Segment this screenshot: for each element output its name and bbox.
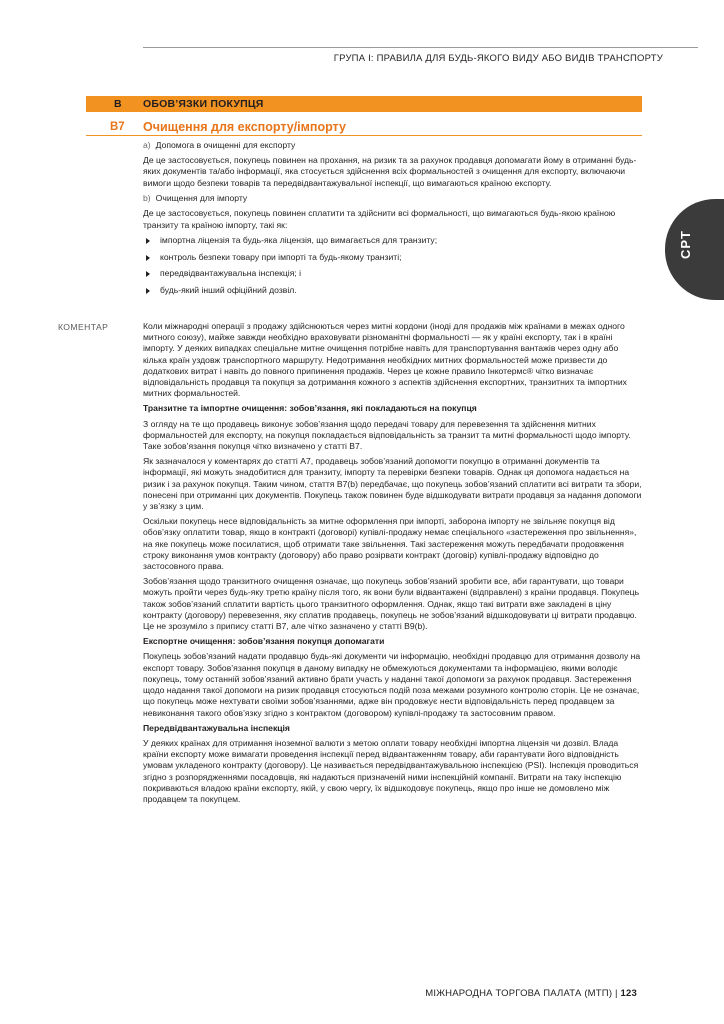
section-code: B <box>114 98 122 110</box>
running-header: ГРУПА І: ПРАВИЛА ДЛЯ БУДЬ-ЯКОГО ВИДУ АБО ВИДІВ ТРАНСПОРТУ <box>333 53 663 64</box>
bullet-item: передвідвантажувальна інспекція; і <box>143 268 643 280</box>
comment-paragraph: Покупець зобов’язаний надати продавцю будь-які документи чи інформацію, необхідні продавцю для отримання дозволу на експорт товару. Зобов’язання покупця в даному випадку не обмежуються документами та інформацією, якими володіє покупець, тому останній зобов’язаний активно брати участь у наданні такої допомоги за рахунок продавця. Застереження щодо надання такої допомоги на ризик продавця стосуються подій поза межами розумного контролю сторін. Це не означає, що покупець може нехтувати своїми зобов’язаннями, адже він продовжує нести відповідальність перед продавцем за невиконання такого обов’язку згідно з контрактом (договором) купівлі-продажу та застосовним правом. <box>143 651 641 718</box>
side-tab-label: CPT <box>678 230 693 259</box>
comment-paragraph: З огляду на те що продавець виконує зобов’язання щодо передачі товару для перевезення та здійснення митних формальностей для експорту, на покупця покладається відповідальність за транзит та митні формальності щодо імпорту. Таке зобов’язання покупця чітко визначено у статті B7. <box>143 418 631 452</box>
comment-paragraph: Як зазначалося у коментарях до статті A7, продавець зобов’язаний допомогти покупцю в отриманні документів та інформації, які можуть знадобитися для транзиту, імпорту та перевірки безпеки товарів. Однак ця допомога надається на ризик і за рахунок покупця. Таким чином, стаття B7(b) передбачає, що покупець зобов’язаний сплатити всі витрати та збори, понесені при отриманні цих документів. Покупець також повинен буде відшкодувати витрати продавця за надання допомоги у зв’язку з цим. <box>143 456 642 512</box>
footer-separator: | <box>612 988 621 999</box>
side-tab <box>665 199 724 300</box>
comment-paragraph: Коли міжнародні операції з продажу здійснюються через митні кордони (іноді для продажів між країнами в межах одного митного союзу), майже завжди необхідно враховувати різноманітні формальності — як у країні експорту, так і в країні імпорту. У деяких випадках спеціальне митне очищення потрібне навіть для транспортування вантажів через одну або кілька країн уздовж транспортного маршруту. Недотримання необхідних митних формальностей може призвести до додаткових витрат і навіть до повного припинення продажів. Через це кожне правило Інкотермс® чітко визначає відповідальність продавця та покупця за дотримання кожного з аспектів здійснення експортних, транзитних та імпортних митних формальностей. <box>143 321 627 399</box>
comment-heading: Передвідвантажувальна інспекція <box>143 722 290 733</box>
item-a-heading <box>143 140 643 152</box>
item-b-text: Де це застосовується, покупець повинен сплатити та здійснити всі формальності, що вимагаються будь-якою країною транзиту та країною імпорту, такі як: <box>143 207 616 230</box>
footer <box>400 988 637 999</box>
comment-body <box>143 321 643 809</box>
item-a-letter: a) <box>143 140 151 150</box>
subsection-rule <box>86 135 642 136</box>
subsection-code: B7 <box>110 121 125 133</box>
page-number: 123 <box>620 988 637 999</box>
item-b-bullets <box>143 235 643 296</box>
item-a-text: Де це застосовується, покупець повинен на прохання, на ризик та за рахунок продавця допомагати йому в отриманні будь-яких документів та/або інформації, яка стосується здійснення всіх формальностей з очищення для експорту, включаючи вимоги щодо безпеки товарів та передвідвантажувальної інспекції, що вимагаються країною експорту. <box>143 154 637 188</box>
comment-paragraph: Зобов’язання щодо транзитного очищення означає, що покупець зобов’язаний зробити все, аби гарантувати, що товари можуть пройти через будь-яку третю країну після того, як вони були відвантажені (відправлені) з країни продавця. Покупець також зобов’язаний сплатити вартість цього транзитного оформлення. Однак, якщо такі витрати вже закладені в ціну контракту (договору) перевезення, яку сплатив продавець, покупець не зобов’язаний відшкодовувати ці витрати продавцю. Це не зрозуміло з припису статті B7, але чітко зазначено у статті B9(b). <box>143 576 640 632</box>
bullet-item: будь-який інший офіційний дозвіл. <box>143 285 643 297</box>
obligations-body <box>143 140 643 302</box>
item-b-title: Очищення для імпорту <box>155 193 248 204</box>
item-b-letter: b) <box>143 193 151 204</box>
comment-paragraph: Оскільки покупець несе відповідальність за митне оформлення при імпорті, заборона імпорту не звільняє покупця від обов’язку оплатити товар, якщо в контракті (договорі) купівлі-продажу немає спеціального «застереження про звільнення», на яке покупець може посилатися, щоб отримати таке звільнення. Такі застереження можуть передбачати продовження строку виконання умов контракту (договору) або право розірвати контракт (договір) купівлі-продажу відповідно до застосовного права. <box>143 516 637 572</box>
bullet-item: імпортна ліцензія та будь-яка ліцензія, що вимагається для транзиту; <box>143 235 643 247</box>
section-title: ОБОВ’ЯЗКИ ПОКУПЦЯ <box>143 98 264 110</box>
item-a-title: Допомога в очищенні для експорту <box>155 140 296 150</box>
header-rule <box>143 47 698 48</box>
comment-heading: Транзитне та імпортне очищення: зобов’язання, які покладаються на покупця <box>143 403 477 414</box>
item-b-heading <box>143 193 643 205</box>
comment-label: КОМЕНТАР <box>58 322 109 332</box>
footer-publisher: МІЖНАРОДНА ТОРГОВА ПАЛАТА (МТП) <box>425 988 613 999</box>
subsection-title: Очищення для експорту/імпорту <box>143 120 346 134</box>
comment-heading: Експортне очищення: зобов’язання покупця допомагати <box>143 636 385 647</box>
bullet-item: контроль безпеки товару при імпорті та будь-якому транзиті; <box>143 252 643 264</box>
comment-paragraph: У деяких країнах для отримання іноземної валюти з метою оплати товару необхідні імпортна ліцензія чи дозвіл. Влада країни експорту може вимагати проведення інспекції перед відвантаженням товару, аби гарантувати його відповідність умовам укладеного контракту (договору). Це називається передвідвантажувальною інспекцією (PSI). Інспекція проводиться згідно з розпорядженнями посадовців, які надаються призначеній ними інспекційній компанії. Витрати на таку інспекцію покриваються владою країни експорту, якій, у свою чергу, їх відшкодовує покупець, якщо про інше не домовлено між продавцем та покупцем. <box>143 737 639 804</box>
